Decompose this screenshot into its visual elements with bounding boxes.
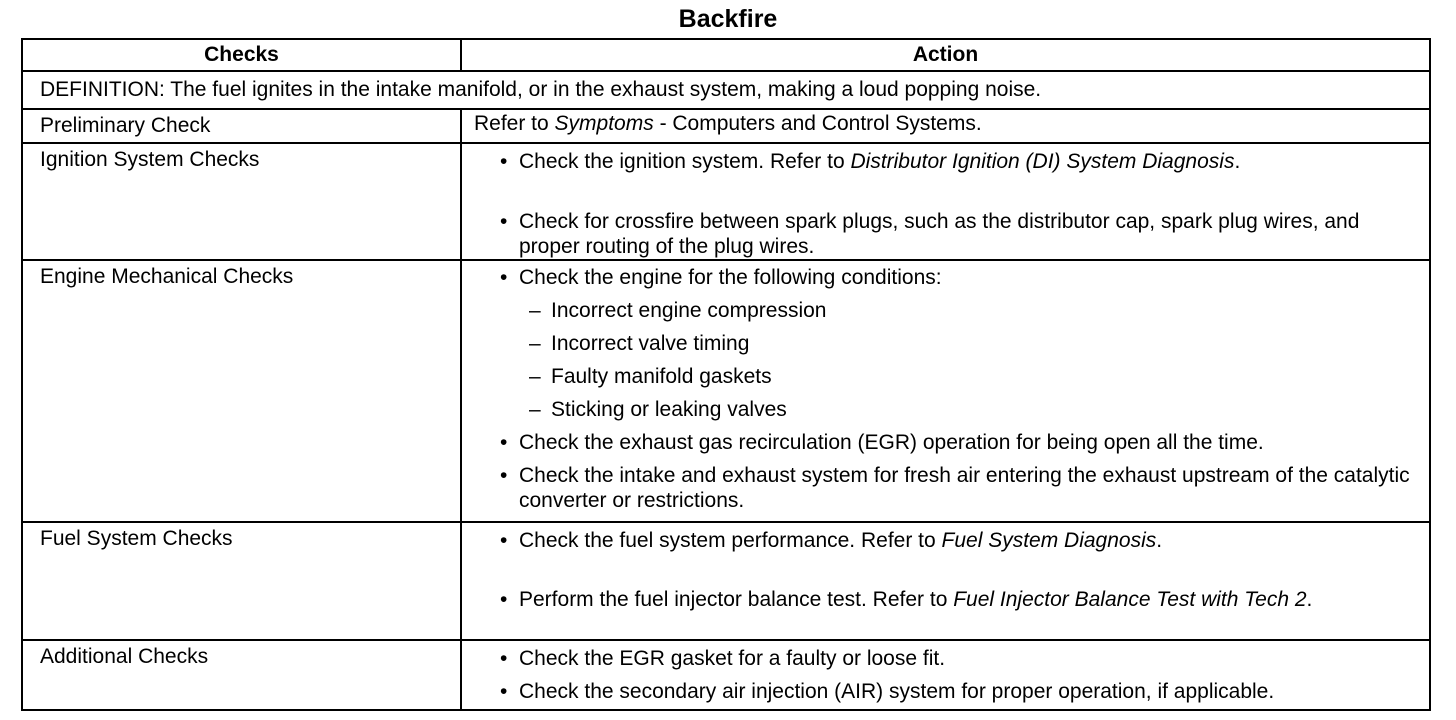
action-text: Check the exhaust gas recirculation (EGR) operation for being open all the time. — [519, 431, 1264, 454]
action-text: . — [1306, 588, 1313, 611]
table-row — [22, 143, 1430, 260]
table-row — [22, 640, 1430, 710]
action-text: . — [1156, 529, 1163, 552]
action-text: Check the ignition system. Refer to — [519, 150, 851, 173]
table-row — [22, 522, 1430, 640]
action-text: - Computers and Control Systems. — [653, 112, 982, 135]
action-text: Check the engine for the following conditions: — [519, 266, 942, 289]
action-text: Check the intake and exhaust system for fresh air entering the exhaust upstream of the catalytic converter or restrictions. — [519, 464, 1410, 512]
definition-text: DEFINITION: The fuel ignites in the intake manifold, or in the exhaust system, making a loud popping noise. — [22, 71, 1430, 109]
list-item — [474, 528, 1419, 553]
check-cell — [22, 143, 461, 260]
action-text: Check for crossfire between spark plugs, such as the distributor cap, spark plug wires, and proper routing of the plug wires. — [519, 210, 1360, 258]
action-cell — [461, 260, 1430, 522]
action-list — [474, 149, 1419, 259]
check-cell — [22, 260, 461, 522]
action-cell — [461, 109, 1430, 143]
reference-link-text: Fuel Injector Balance Test with Tech 2 — [953, 588, 1307, 611]
list-item — [474, 430, 1419, 455]
reference-link-text: Symptoms — [554, 112, 654, 135]
action-text: Check the fuel system performance. Refer to — [519, 529, 942, 552]
list-item — [474, 587, 1419, 612]
condition-item: – Faulty manifold gaskets — [519, 364, 1419, 389]
list-item — [474, 646, 1419, 671]
table-row — [22, 109, 1430, 143]
action-column-header: Action — [461, 39, 1430, 71]
checks-column-header: Checks — [22, 39, 461, 71]
check-label: Engine Mechanical Checks — [40, 265, 294, 288]
list-item — [474, 209, 1419, 259]
action-text: Refer to — [474, 112, 555, 135]
diagnostic-table — [21, 38, 1431, 711]
check-cell — [22, 522, 461, 640]
definition-row — [22, 71, 1430, 109]
check-label: Fuel System Checks — [40, 527, 233, 550]
check-label: Additional Checks — [40, 645, 209, 668]
list-item — [474, 149, 1419, 174]
table-row — [22, 260, 1430, 522]
condition-item: – Incorrect engine compression — [519, 298, 1419, 323]
list-item — [474, 265, 1419, 422]
condition-item: – Incorrect valve timing — [519, 331, 1419, 356]
condition-item: – Sticking or leaking valves — [519, 397, 1419, 422]
list-item — [474, 679, 1419, 704]
check-label: Ignition System Checks — [40, 148, 260, 171]
action-text: Check the secondary air injection (AIR) system for proper operation, if applicable. — [519, 680, 1275, 703]
check-label: Preliminary Check — [40, 114, 211, 137]
reference-link-text: Fuel System Diagnosis — [941, 529, 1157, 552]
list-item — [474, 463, 1419, 513]
action-cell — [461, 143, 1430, 260]
action-list — [474, 528, 1419, 612]
action-text: Check the EGR gasket for a faulty or loose fit. — [519, 647, 946, 670]
action-list — [474, 265, 1419, 513]
action-text: Perform the fuel injector balance test. Refer to — [519, 588, 954, 611]
condition-list — [519, 298, 1419, 422]
action-text: . — [1234, 150, 1241, 173]
action-list — [474, 646, 1419, 704]
action-cell — [461, 640, 1430, 710]
check-cell — [22, 640, 461, 710]
document-title: Backfire — [678, 5, 778, 33]
reference-link-text: Distributor Ignition (DI) System Diagnosis — [850, 150, 1235, 173]
action-cell — [461, 522, 1430, 640]
check-cell — [22, 109, 461, 143]
header-row — [22, 39, 1430, 71]
